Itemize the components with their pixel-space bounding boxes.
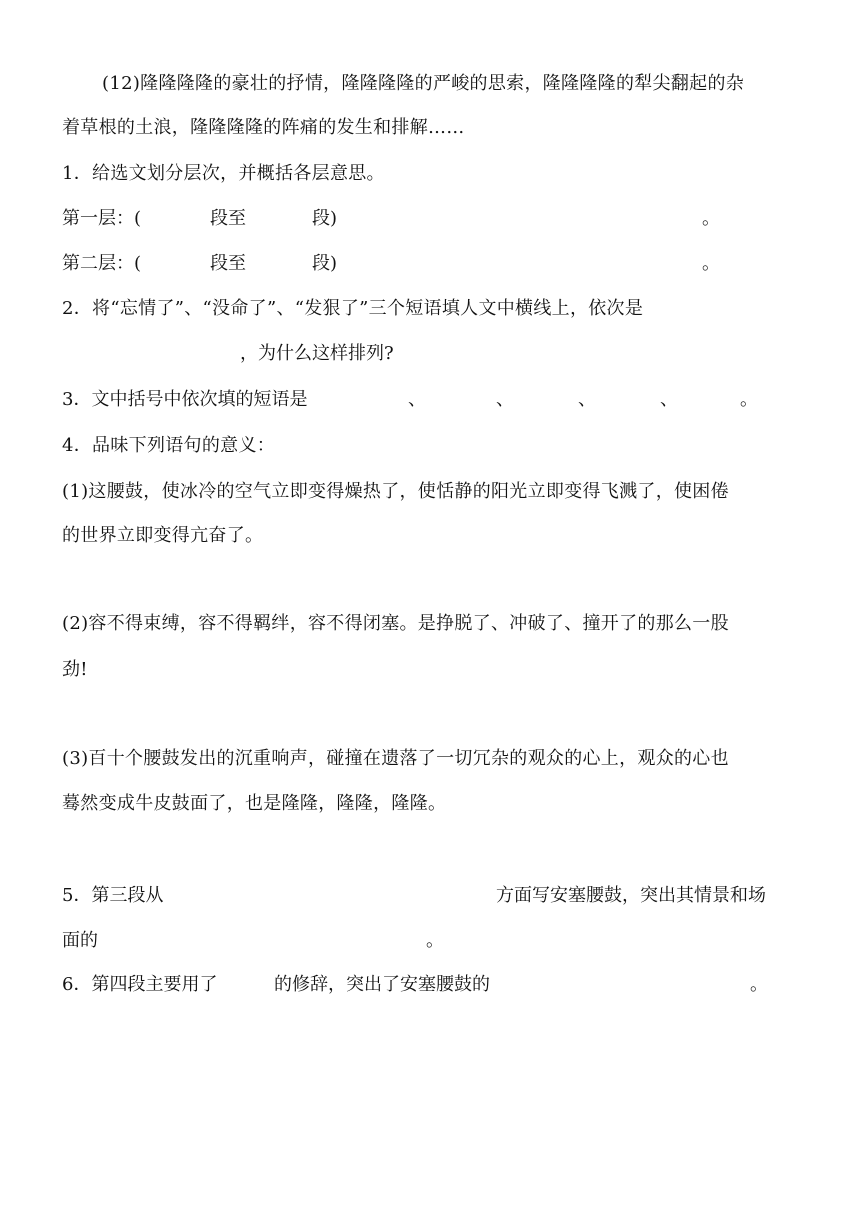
sentence-3-line2: 蓦然变成牛皮鼓面了，也是隆隆，隆隆，隆隆。 [62, 793, 447, 814]
layer-2-end: 。 [702, 253, 720, 274]
layer-1-label: 第一层：( [62, 208, 142, 229]
question-4: 4．品味下列语句的意义： [62, 435, 276, 456]
sentence-1-line1: (1)这腰鼓，使冰冷的空气立即变得燥热了，使恬静的阳光立即变得飞溅了，使困倦 [62, 481, 729, 502]
question-2-line1: 2．将“忘情了”、“没命了”、“发狠了”三个短语填人文中横线上，依次是 [62, 298, 644, 319]
question-5-line2: 面的 [62, 930, 98, 951]
layer-2-label: 第二层：( [62, 253, 142, 274]
sentence-2-line2: 劲! [62, 659, 88, 680]
question-3-end: 。 [740, 389, 758, 410]
question-5-mid: 方面写安塞腰鼓，突出其情景和场 [496, 885, 766, 906]
question-3-sep-1: 、 [408, 389, 426, 410]
para12-line2: 着草根的土浪，隆隆隆隆的阵痛的发生和排解…… [62, 117, 465, 138]
question-3-sep-3: 、 [578, 389, 596, 410]
question-6-mid: 的修辞，突出了安塞腰鼓的 [274, 974, 490, 995]
sentence-1-line2: 的世界立即变得亢奋了。 [62, 525, 264, 546]
sentence-2-line1: (2)容不得束缚，容不得羁绊，容不得闭塞。是挣脱了、冲破了、撞开了的那么一股 [62, 613, 729, 634]
question-3: 3．文中括号中依次填的短语是 [62, 389, 308, 410]
question-6-end: 。 [750, 974, 768, 995]
question-1: 1．给选文划分层次，并概括各层意思。 [62, 163, 385, 184]
sentence-3-line1: (3)百十个腰鼓发出的沉重响声，碰撞在遗落了一切冗杂的观众的心上，观众的心也 [62, 748, 729, 769]
question-5-end: 。 [426, 930, 444, 951]
layer-1-seg-to: 段至 [210, 208, 246, 229]
layer-1-end: 。 [702, 208, 720, 229]
para12-line1: (12)隆隆隆隆的豪壮的抒情，隆隆隆隆的严峻的思索，隆隆隆隆的犁尖翻起的杂 [102, 73, 745, 94]
layer-2-seg-end: 段) [312, 253, 338, 274]
layer-2-seg-to: 段至 [210, 253, 246, 274]
question-5-start: 5．第三段从 [62, 885, 164, 906]
question-3-sep-2: 、 [496, 389, 514, 410]
question-3-sep-4: 、 [660, 389, 678, 410]
question-6-start: 6．第四段主要用了 [62, 974, 218, 995]
layer-1-seg-end: 段) [312, 208, 338, 229]
question-2-line2: ，为什么这样排列? [240, 343, 394, 364]
